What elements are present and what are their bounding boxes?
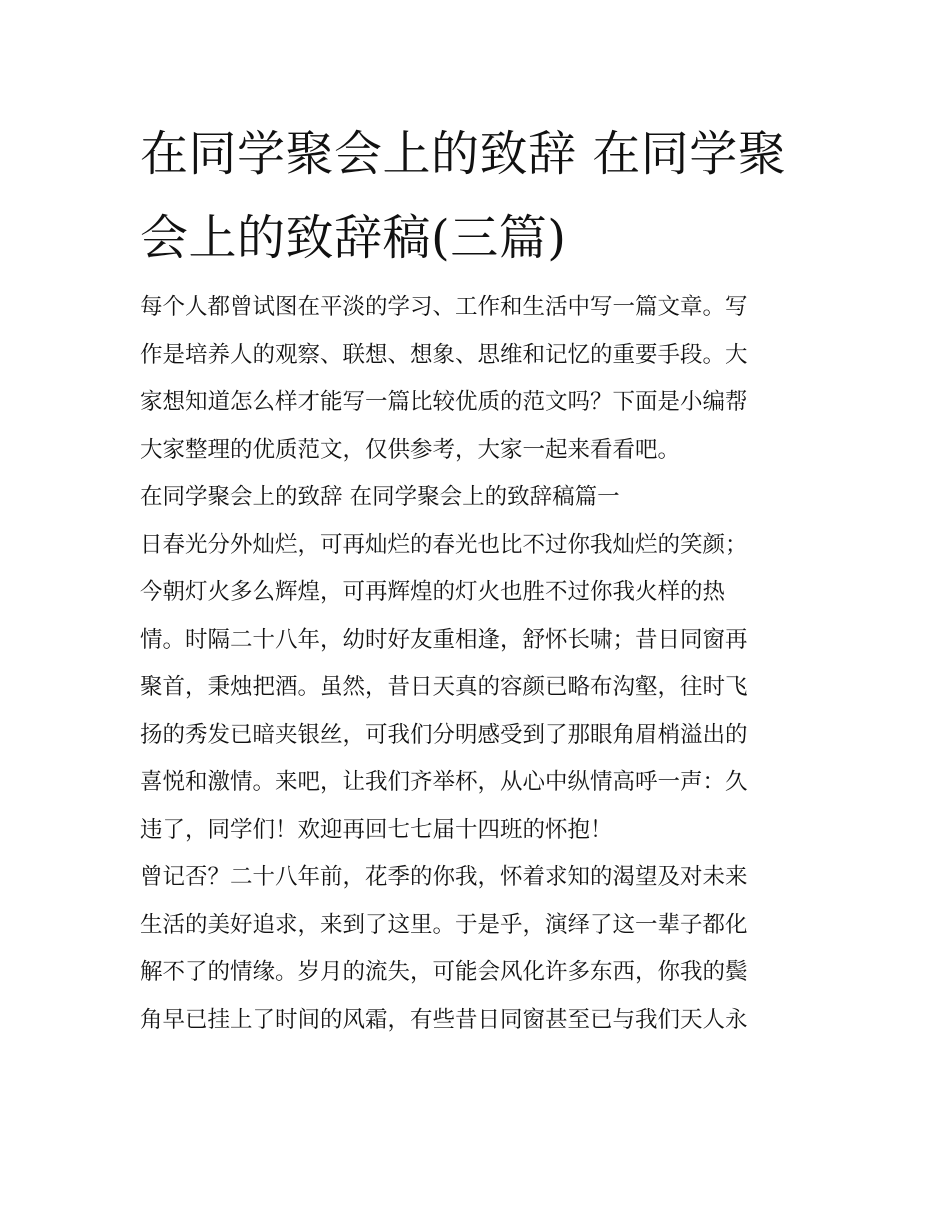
text-line: 作是培养人的观察、联想、想象、思维和记忆的重要手段。大 — [140, 341, 748, 368]
title-line: 在同学聚会上的致辞 在同学聚 — [140, 126, 787, 182]
text-line: 大家整理的优质范文，仅供参考，大家一起来看看吧。 — [140, 436, 681, 463]
text-line: 违了，同学们！欢迎再回七七届十四班的怀抱！ — [140, 816, 613, 843]
document-title — [140, 112, 812, 280]
text-line: 曾记否？二十八年前，花季的你我，怀着求知的渴望及对未来 — [140, 864, 748, 890]
intro-paragraph — [140, 284, 812, 474]
text-line: 每个人都曾试图在平淡的学习、工作和生活中写一篇文章。写 — [140, 294, 748, 320]
text-line: 扬的秀发已暗夹银丝，可我们分明感受到了那眼角眉梢溢出的 — [140, 721, 748, 748]
text-line: 角早已挂上了时间的风霜，有些昔日同窗甚至已与我们天人永 — [140, 1006, 748, 1033]
text-line: 情。时隔二十八年，幼时好友重相逢，舒怀长啸；昔日同窗再 — [140, 626, 748, 653]
body-paragraph — [140, 522, 812, 855]
text-line: 今朝灯火多么辉煌，可再辉煌的灯火也胜不过你我火样的热 — [140, 579, 726, 605]
text-line: 日春光分外灿烂，可再灿烂的春光也比不过你我灿烂的笑颜； — [140, 531, 748, 558]
text-line: 在同学聚会上的致辞 在同学聚会上的致辞稿篇一 — [140, 484, 620, 510]
title-line: 会上的致辞稿(三篇) — [140, 210, 567, 266]
text-line: 家想知道怎么样才能写一篇比较优质的范文吗？下面是小编帮 — [140, 389, 748, 415]
text-line: 聚首，秉烛把酒。虽然，昔日天真的容颜已略布沟壑，往时飞 — [140, 674, 748, 700]
section-heading — [140, 474, 812, 522]
text-line: 解不了的情缘。岁月的流失，可能会风化许多东西，你我的鬓 — [140, 959, 748, 985]
text-line: 喜悦和激情。来吧，让我们齐举杯，从心中纵情高呼一声：久 — [140, 769, 748, 795]
body-paragraph — [140, 854, 812, 1044]
document-page — [140, 112, 812, 1044]
text-line: 生活的美好追求，来到了这里。于是乎，演绎了这一辈子都化 — [140, 911, 748, 938]
